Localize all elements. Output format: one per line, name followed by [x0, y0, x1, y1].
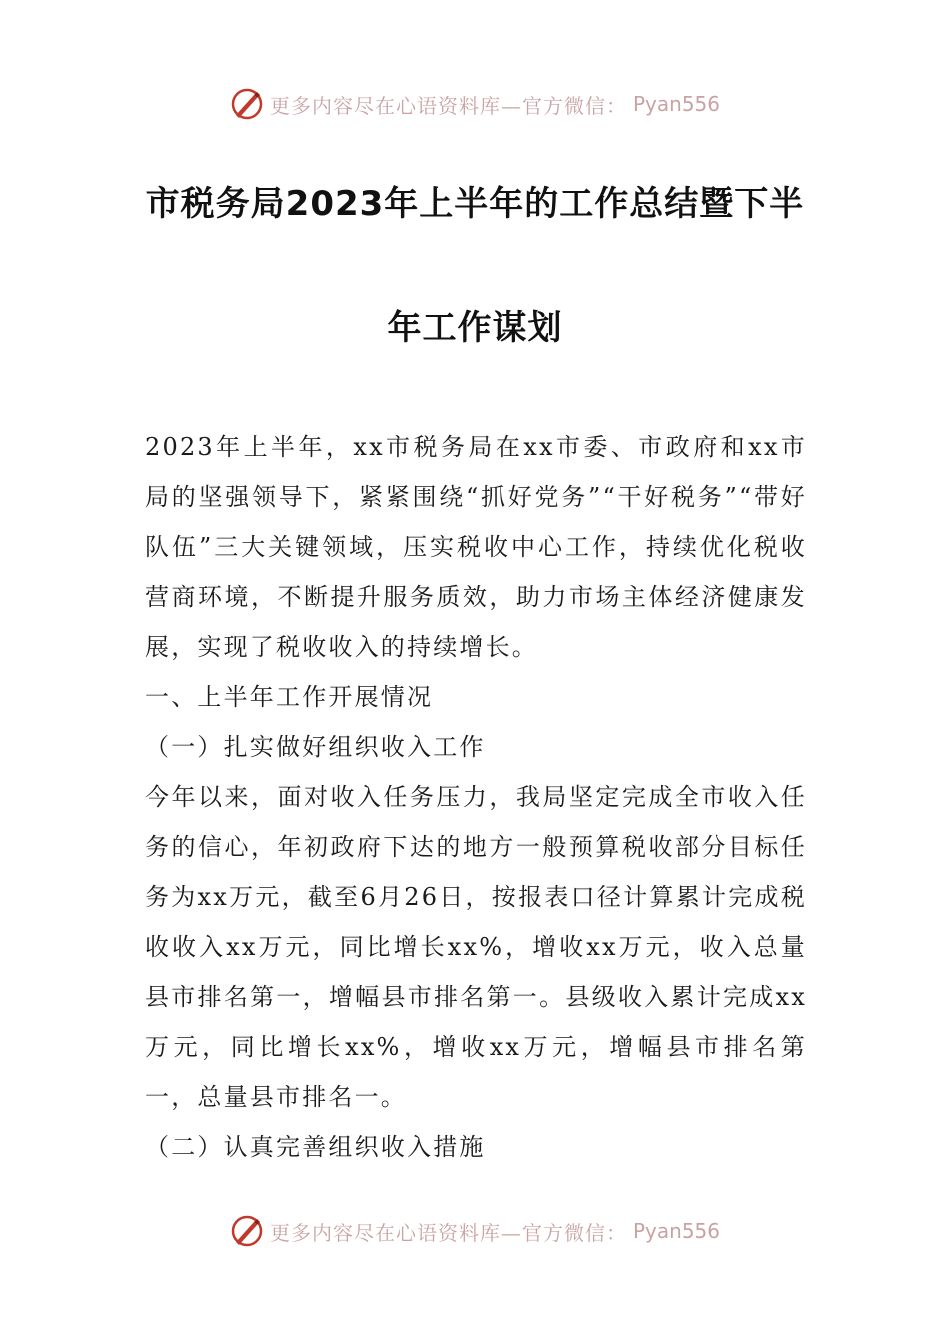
subsection-heading-1: （一）扎实做好组织收入工作	[145, 733, 486, 761]
section-heading-1: 一、上半年工作开展情况	[145, 683, 434, 711]
header-wechat-id: Pyan556	[632, 92, 720, 116]
revenue-paragraph: 今年以来，面对收入任务压力，我局坚定完成全市收入任务的信心，年初政府下达的地方一般预算税收部分目标任务为xx万元，截至6月26日，按报表口径计算累计完成税收收入xx万元，同比增长xx%，增收xx万元，收入总量县市排名第一，增幅县市排名第一。县级收入累计完成xx万元，同比增长xx%，增收xx万元，增幅县市排名第一，总量县市排名一。	[145, 783, 807, 1111]
footer-banner	[0, 1211, 950, 1251]
document-title-line1: 市税务局2023年上半年的工作总结暨下半	[145, 184, 805, 224]
document-body	[145, 422, 807, 1172]
pen-circle-icon	[230, 1214, 264, 1248]
footer-banner-text: 更多内容尽在心语资料库—官方微信：	[269, 1220, 627, 1245]
footer-wechat-id: Pyan556	[632, 1219, 720, 1243]
header-banner-text: 更多内容尽在心语资料库—官方微信：	[269, 93, 627, 118]
intro-paragraph: 2023年上半年，xx市税务局在xx市委、市政府和xx市局的坚强领导下，紧紧围绕“抓好党务”“干好税务”“带好队伍”三大关键领域，压实税收中心工作，持续优化税收营商环境，不断提升服务质效，助力市场主体经济健康发展，实现了税收收入的持续增长。	[145, 433, 807, 661]
document-title-line2: 年工作谋划	[387, 308, 563, 348]
header-banner	[0, 84, 950, 124]
pen-circle-icon	[230, 87, 264, 121]
subsection-heading-2: （二）认真完善组织收入措施	[145, 1133, 486, 1161]
